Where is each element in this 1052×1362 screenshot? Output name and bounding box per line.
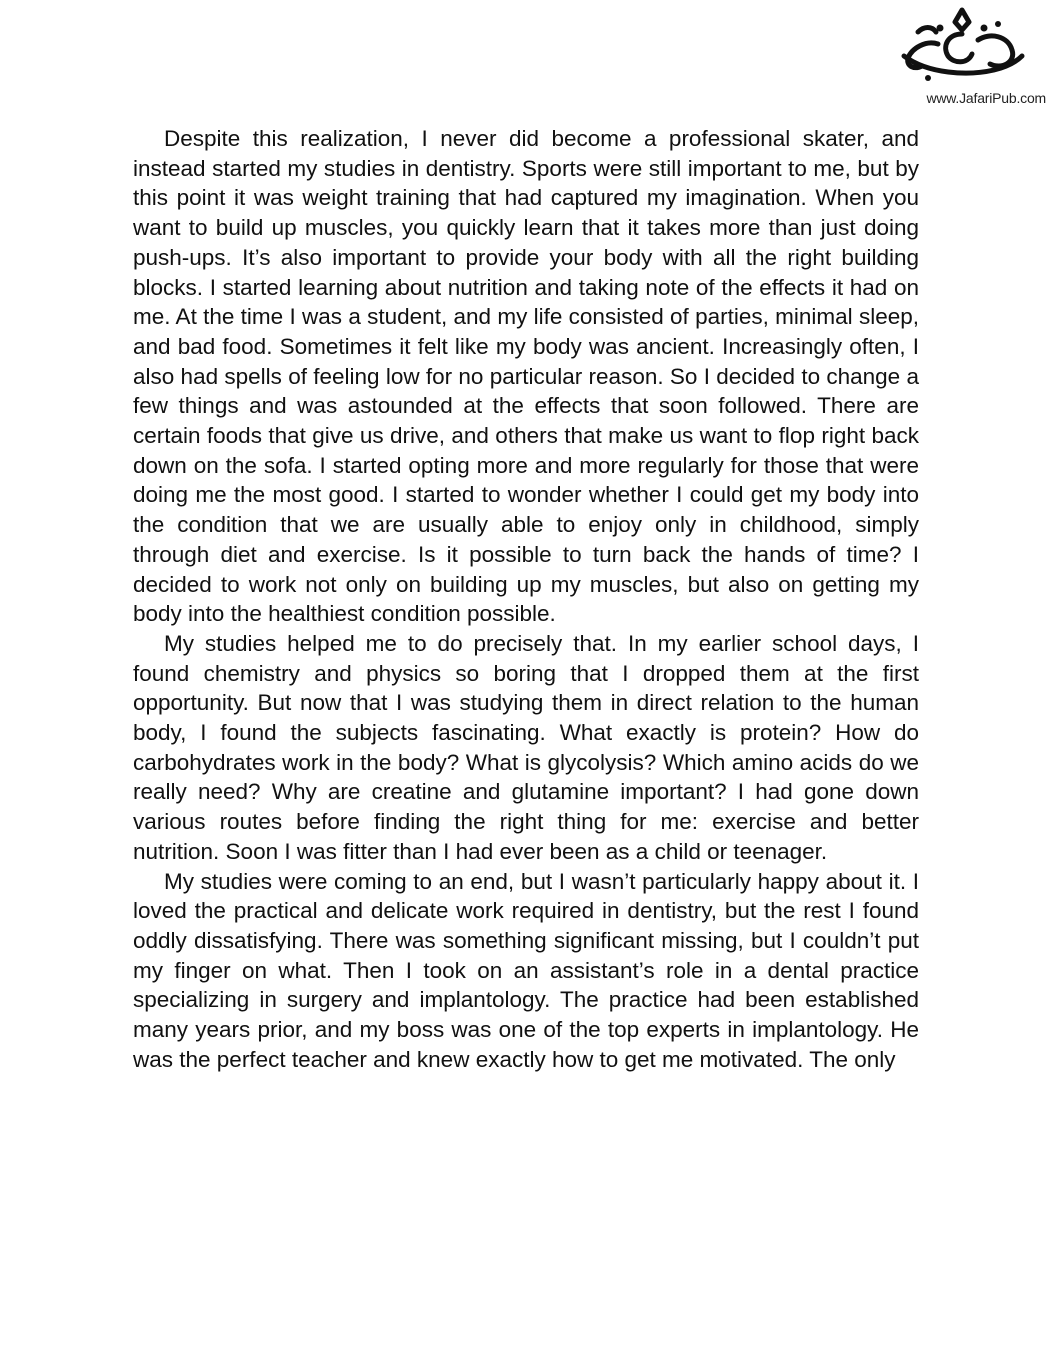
- jafaripub-logo-mark-icon: [898, 4, 1026, 88]
- body-text: [133, 124, 919, 1075]
- paragraph: My studies helped me to do precisely that. In my earlier school days, I found chemistry and physics so boring that I dropped them at the first opportunity. But now that I was studying them in direct relation to the human body, I found the subjects fascinating. What exactly is protein? How do carbohydrates work in the body? What is glycolysis? Which amino acids do we really need? Why are creatine and glutamine important? I had gone down various routes before finding the right thing for me: exercise and better nutrition. Soon I was fitter than I had ever been as a child or teenager.: [133, 630, 919, 864]
- paragraph: My studies were coming to an end, but I wasn’t particularly happy about it. I loved the practical and delicate work required in dentistry, but the rest I found oddly dissatisfying. There was something significant missing, but I couldn’t put my finger on what. Then I took on an assistant’s role in a dental practice specializing in surgery and implantology. The practice had been established many years prior, and my boss was one of the top experts in implantology. He was the perfect teacher and knew exactly how to get me motivated. The only: [133, 868, 919, 1072]
- publisher-url: www.JafariPub.com: [926, 90, 1046, 106]
- publisher-logo: [876, 4, 1046, 108]
- paragraph: Despite this realization, I never did become a professional skater, and instead started my studies in dentistry. Sports were still important to me, but by this point it was weight training that had captured my imagination. When you want to build up muscles, you quickly learn that it takes more than just doing push-ups. It’s also important to provide your body with all the right building blocks. I started learning about nutrition and taking note of the effects it had on me. At the time I was a student, and my life consisted of parties, minimal sleep, and bad food. Sometimes it felt like my body was ancient. Increasingly often, I also had spells of feeling low for no particular reason. So I decided to change a few things and was astounded at the effects that soon followed. There are certain foods that give us drive, and others that make us want to flop right back down on the sofa. I started opting more and more regularly for those that were doing me the most good. I started to wonder whether I could get my body into the condition that we are usually able to enjoy only in childhood, simply through diet and exercise. Is it possible to turn back the hands of time? I decided to work not only on building up my muscles, but also on getting my body into the healthiest condition possible.: [133, 126, 919, 627]
